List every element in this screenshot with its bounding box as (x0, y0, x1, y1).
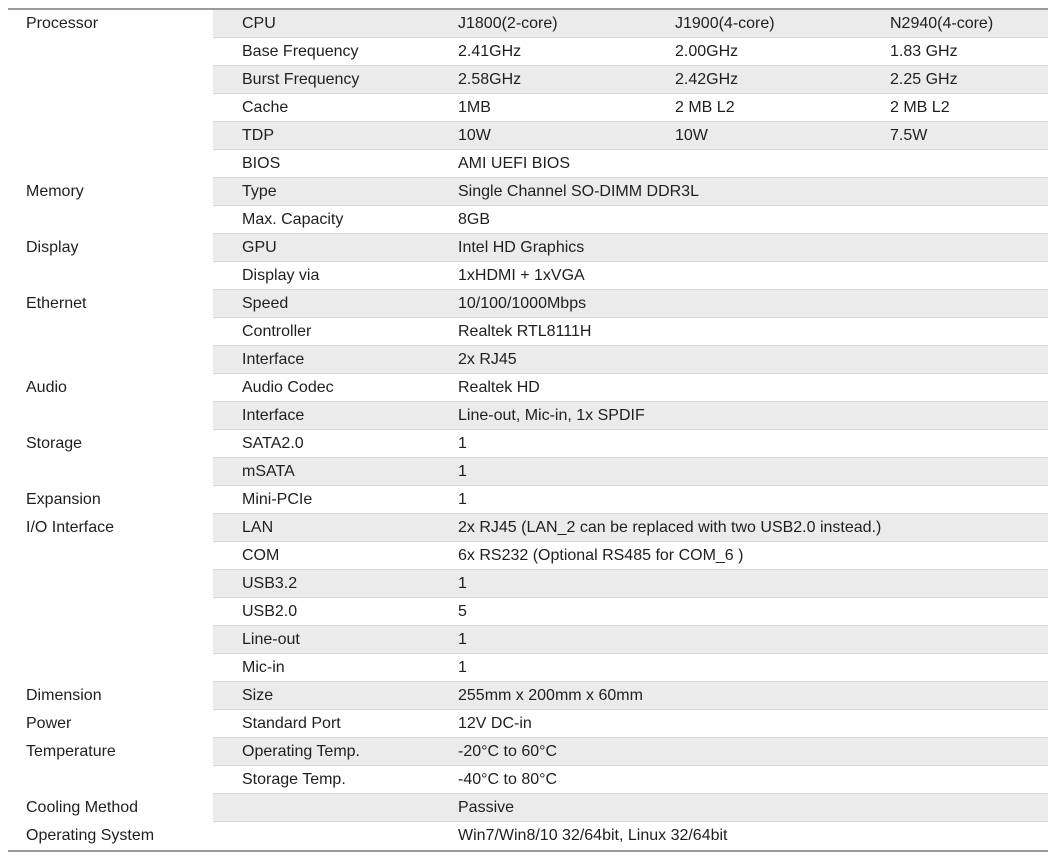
item-cell: Standard Port (242, 715, 341, 732)
row-shading (213, 486, 1048, 514)
table-row (8, 626, 1048, 654)
value-cell: 10/100/1000Mbps (458, 295, 587, 312)
table-row (8, 710, 1048, 738)
value-cell: N2940(4-core) (890, 15, 994, 32)
item-cell: TDP (242, 127, 274, 144)
row-shading (213, 598, 1048, 626)
row-shading (213, 626, 1048, 654)
category-cell: Temperature (26, 743, 116, 760)
item-cell: mSATA (242, 463, 295, 480)
table-row (8, 430, 1048, 458)
value-cell: 1 (458, 463, 467, 480)
item-cell: GPU (242, 239, 277, 256)
category-cell: Expansion (26, 491, 101, 508)
table-row (8, 486, 1048, 514)
table-row (8, 822, 1048, 850)
item-cell: SATA2.0 (242, 435, 304, 452)
row-shading (213, 430, 1048, 458)
category-cell: Dimension (26, 687, 102, 704)
table-row (8, 122, 1048, 150)
table-row (8, 570, 1048, 598)
item-cell: Size (242, 687, 274, 704)
value-cell: 10W (458, 127, 491, 144)
table-bottom-rule (8, 850, 1048, 852)
table-row (8, 794, 1048, 822)
item-cell: Operating Temp. (242, 743, 360, 760)
table-row (8, 178, 1048, 206)
value-cell: J1900(4-core) (675, 15, 775, 32)
category-cell: I/O Interface (26, 519, 115, 536)
value-cell: -20°C to 60°C (458, 743, 558, 760)
value-cell: -40°C to 80°C (458, 771, 558, 788)
item-cell: Type (242, 183, 277, 200)
item-cell: Display via (242, 267, 320, 284)
value-cell: 2.42GHz (675, 71, 739, 88)
value-cell: 1 (458, 491, 467, 508)
row-shading (213, 150, 1048, 178)
category-cell: Display (26, 239, 79, 256)
item-cell: BIOS (242, 155, 281, 172)
value-cell: 2x RJ45 (LAN_2 can be replaced with two USB2.0 instead.) (458, 519, 882, 536)
item-cell: Controller (242, 323, 312, 340)
item-cell: USB3.2 (242, 575, 298, 592)
table-body (8, 10, 1048, 850)
value-cell: 255mm x 200mm x 60mm (458, 687, 643, 704)
value-cell: 2 MB L2 (675, 99, 735, 116)
spec-table (8, 8, 1048, 852)
row-shading (213, 262, 1048, 290)
value-cell: 1 (458, 659, 467, 676)
value-cell: 5 (458, 603, 467, 620)
value-cell: Realtek HD (458, 379, 540, 396)
value-cell: 8GB (458, 211, 491, 228)
table-row (8, 66, 1048, 94)
row-shading (213, 458, 1048, 486)
item-cell: Interface (242, 351, 305, 368)
category-cell: Cooling Method (26, 799, 139, 816)
table-row (8, 10, 1048, 38)
value-cell: 12V DC-in (458, 715, 532, 732)
table-row (8, 150, 1048, 178)
item-cell: COM (242, 547, 280, 564)
item-cell: Mini-PCIe (242, 491, 313, 508)
item-cell: Mic-in (242, 659, 285, 676)
table-row (8, 598, 1048, 626)
row-shading (213, 570, 1048, 598)
value-cell: Win7/Win8/10 32/64bit, Linux 32/64bit (458, 827, 728, 844)
category-cell: Processor (26, 15, 99, 32)
item-cell: Cache (242, 99, 289, 116)
category-cell: Ethernet (26, 295, 87, 312)
table-row (8, 682, 1048, 710)
value-cell: J1800(2-core) (458, 15, 558, 32)
value-cell: 1 (458, 435, 467, 452)
value-cell: 7.5W (890, 127, 928, 144)
category-cell: Memory (26, 183, 84, 200)
value-cell: 1MB (458, 99, 491, 116)
item-cell: LAN (242, 519, 274, 536)
item-cell: Line-out (242, 631, 300, 648)
row-shading (213, 318, 1048, 346)
item-cell: Storage Temp. (242, 771, 346, 788)
category-cell: Operating System (26, 827, 155, 844)
value-cell: 1 (458, 575, 467, 592)
value-cell: 2.41GHz (458, 43, 522, 60)
row-shading (213, 234, 1048, 262)
table-row (8, 738, 1048, 766)
row-shading (213, 374, 1048, 402)
table-row (8, 374, 1048, 402)
item-cell: CPU (242, 15, 276, 32)
value-cell: 10W (675, 127, 708, 144)
table-row (8, 402, 1048, 430)
value-cell: Realtek RTL8111H (458, 323, 592, 340)
item-cell: Audio Codec (242, 379, 334, 396)
value-cell: 2.25 GHz (890, 71, 958, 88)
item-cell: Interface (242, 407, 305, 424)
value-cell: AMI UEFI BIOS (458, 155, 571, 172)
value-cell: 2.00GHz (675, 43, 739, 60)
value-cell: 6x RS232 (Optional RS485 for COM_6 ) (458, 547, 744, 564)
value-cell: 2x RJ45 (458, 351, 517, 368)
table-row (8, 514, 1048, 542)
value-cell: Single Channel SO-DIMM DDR3L (458, 183, 699, 200)
item-cell: Burst Frequency (242, 71, 360, 88)
value-cell: 1xHDMI + 1xVGA (458, 267, 585, 284)
row-shading (213, 290, 1048, 318)
table-row (8, 318, 1048, 346)
table-row (8, 290, 1048, 318)
table-row (8, 766, 1048, 794)
value-cell: 2.58GHz (458, 71, 522, 88)
table-row (8, 346, 1048, 374)
category-cell: Storage (26, 435, 83, 452)
table-row (8, 262, 1048, 290)
category-cell: Power (26, 715, 72, 732)
value-cell: Passive (458, 799, 515, 816)
table-row (8, 94, 1048, 122)
item-cell: Base Frequency (242, 43, 359, 60)
value-cell: Line-out, Mic-in, 1x SPDIF (458, 407, 645, 424)
table-row (8, 654, 1048, 682)
item-cell: USB2.0 (242, 603, 298, 620)
table-row (8, 458, 1048, 486)
table-row (8, 234, 1048, 262)
value-cell: 1 (458, 631, 467, 648)
table-row (8, 542, 1048, 570)
category-cell: Audio (26, 379, 67, 396)
value-cell: 1.83 GHz (890, 43, 958, 60)
value-cell: 2 MB L2 (890, 99, 950, 116)
table-row (8, 38, 1048, 66)
row-shading (213, 654, 1048, 682)
item-cell: Speed (242, 295, 289, 312)
row-shading (213, 346, 1048, 374)
table-row (8, 206, 1048, 234)
item-cell: Max. Capacity (242, 211, 344, 228)
row-shading (213, 794, 1048, 822)
value-cell: Intel HD Graphics (458, 239, 585, 256)
